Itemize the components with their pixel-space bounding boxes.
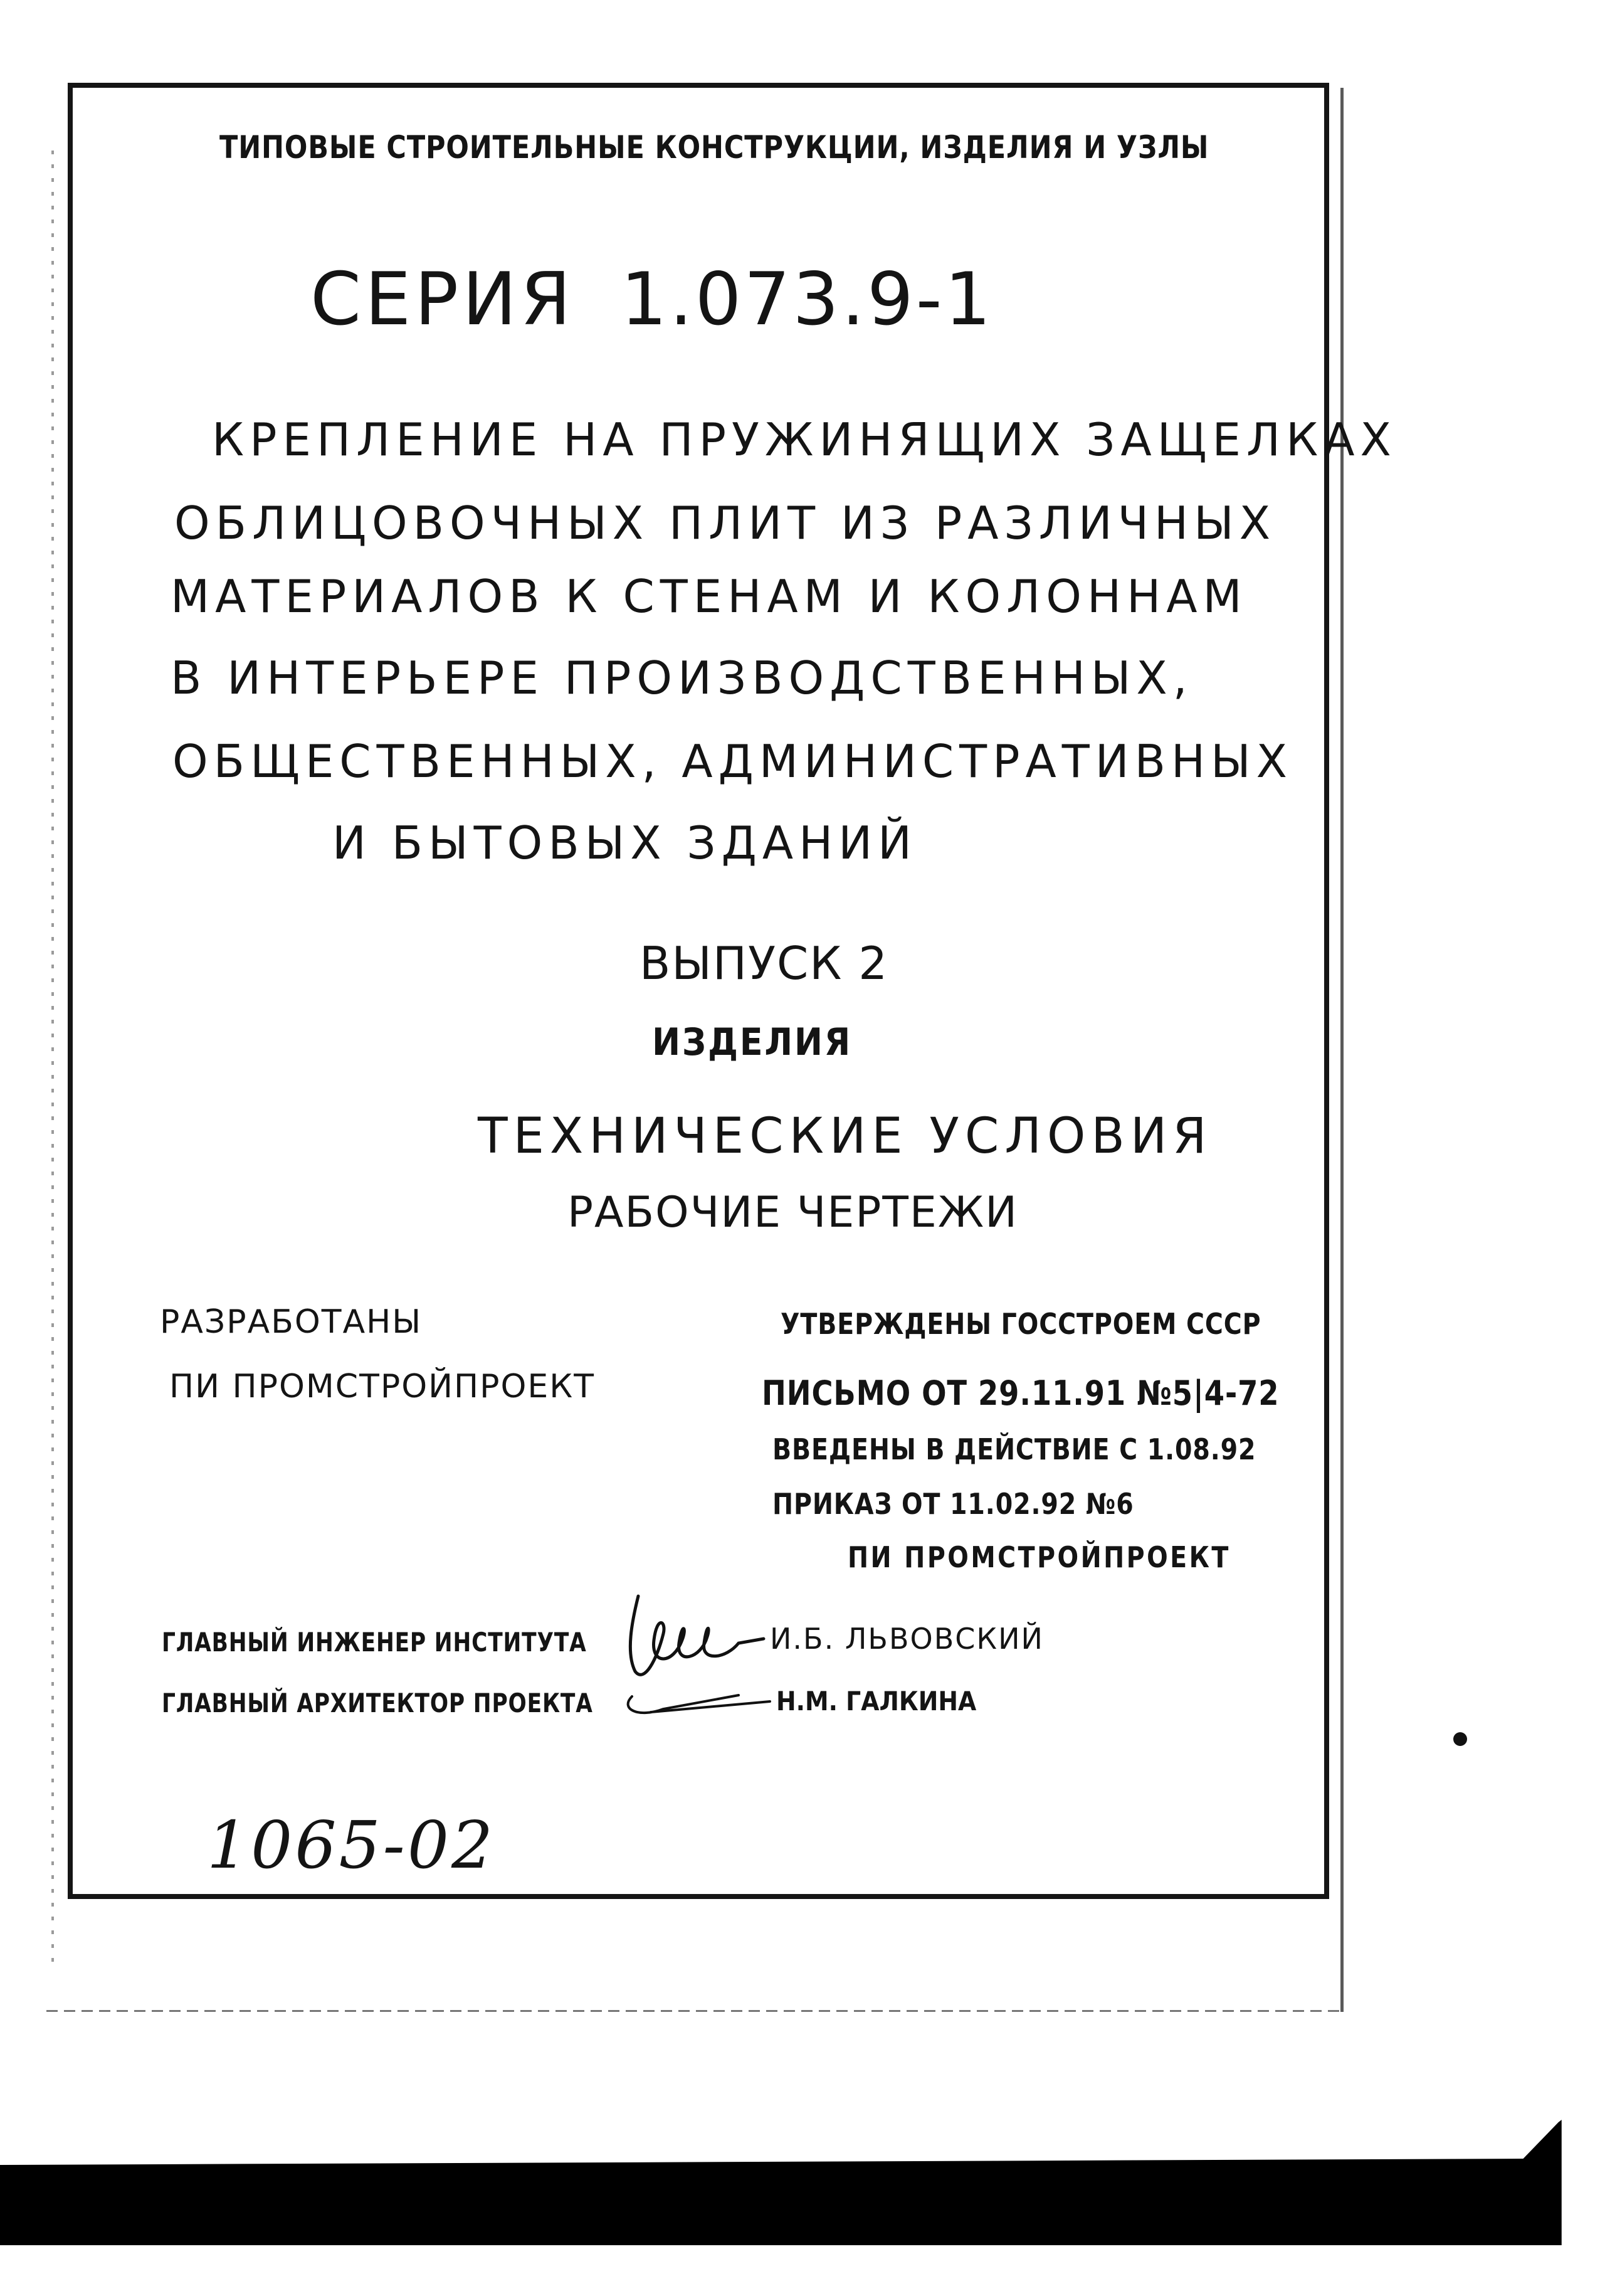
title-line-4: В ИНТЕРЬЕРЕ ПРОИЗВОДСТВЕННЫХ, <box>171 652 1193 704</box>
tech-conditions: ТЕХНИЧЕСКИЕ УСЛОВИЯ <box>478 1108 1213 1165</box>
scan-edge-dots <box>51 151 54 1969</box>
developed-by: ПИ ПРОМСТРОЙПРОЕКТ <box>169 1368 595 1405</box>
chief-architect-label: ГЛАВНЫЙ АРХИТЕКТОР ПРОЕКТА <box>162 1688 593 1718</box>
title-line-1: КРЕПЛЕНИЕ НА ПРУЖИНЯЩИХ ЗАЩЕЛКАХ <box>212 413 1397 466</box>
series-label: СЕРИЯ <box>310 257 575 342</box>
scan-speck <box>1453 1732 1467 1746</box>
series-number: 1.073.9-1 <box>621 257 994 342</box>
developed-label: РАЗРАБОТАНЫ <box>160 1303 423 1341</box>
letter-line: ПИСЬМО ОТ 29.11.91 №5|4-72 <box>762 1373 1280 1413</box>
handwritten-signature <box>613 1584 795 1728</box>
title-line-2: ОБЛИЦОВОЧНЫХ ПЛИТ ИЗ РАЗЛИЧНЫХ <box>174 497 1276 549</box>
working-drawings: РАБОЧИЕ ЧЕРТЕЖИ <box>567 1188 1018 1237</box>
chief-engineer-name: И.Б. ЛЬВОВСКИЙ <box>770 1622 1044 1656</box>
scan-black-bar <box>0 2120 1600 2245</box>
outer-frame-right-line <box>1340 88 1344 2012</box>
header-line: ТИПОВЫЕ СТРОИТЕЛЬНЫЕ КОНСТРУКЦИИ, ИЗДЕЛИЯ И УЗЛЫ <box>219 129 1209 166</box>
effective-line: ВВЕДЕНЫ В ДЕЙСТВИЕ С 1.08.92 <box>772 1432 1256 1466</box>
order-issuer: ПИ ПРОМСТРОЙПРОЕКТ <box>848 1540 1231 1574</box>
title-line-3: МАТЕРИАЛОВ К СТЕНАМ И КОЛОННАМ <box>171 570 1248 623</box>
issue-number: ВЫПУСК 2 <box>639 937 889 990</box>
chief-engineer-label: ГЛАВНЫЙ ИНЖЕНЕР ИНСТИТУТА <box>162 1627 587 1658</box>
approved-line: УТВЕРЖДЕНЫ ГОССТРОЕМ СССР <box>781 1307 1261 1341</box>
title-line-6: И БЫТОВЫХ ЗДАНИЙ <box>332 817 917 869</box>
order-line: ПРИКАЗ ОТ 11.02.92 №6 <box>772 1487 1134 1521</box>
chief-architect-name: Н.М. ГАЛКИНА <box>776 1686 977 1717</box>
document-number: 1065-02 <box>207 1807 496 1883</box>
products-label: ИЗДЕЛИЯ <box>652 1020 853 1064</box>
outer-frame-bottom-line <box>46 2010 1343 2012</box>
title-line-5: ОБЩЕСТВЕННЫХ, АДМИНИСТРАТИВНЫХ <box>172 735 1293 788</box>
